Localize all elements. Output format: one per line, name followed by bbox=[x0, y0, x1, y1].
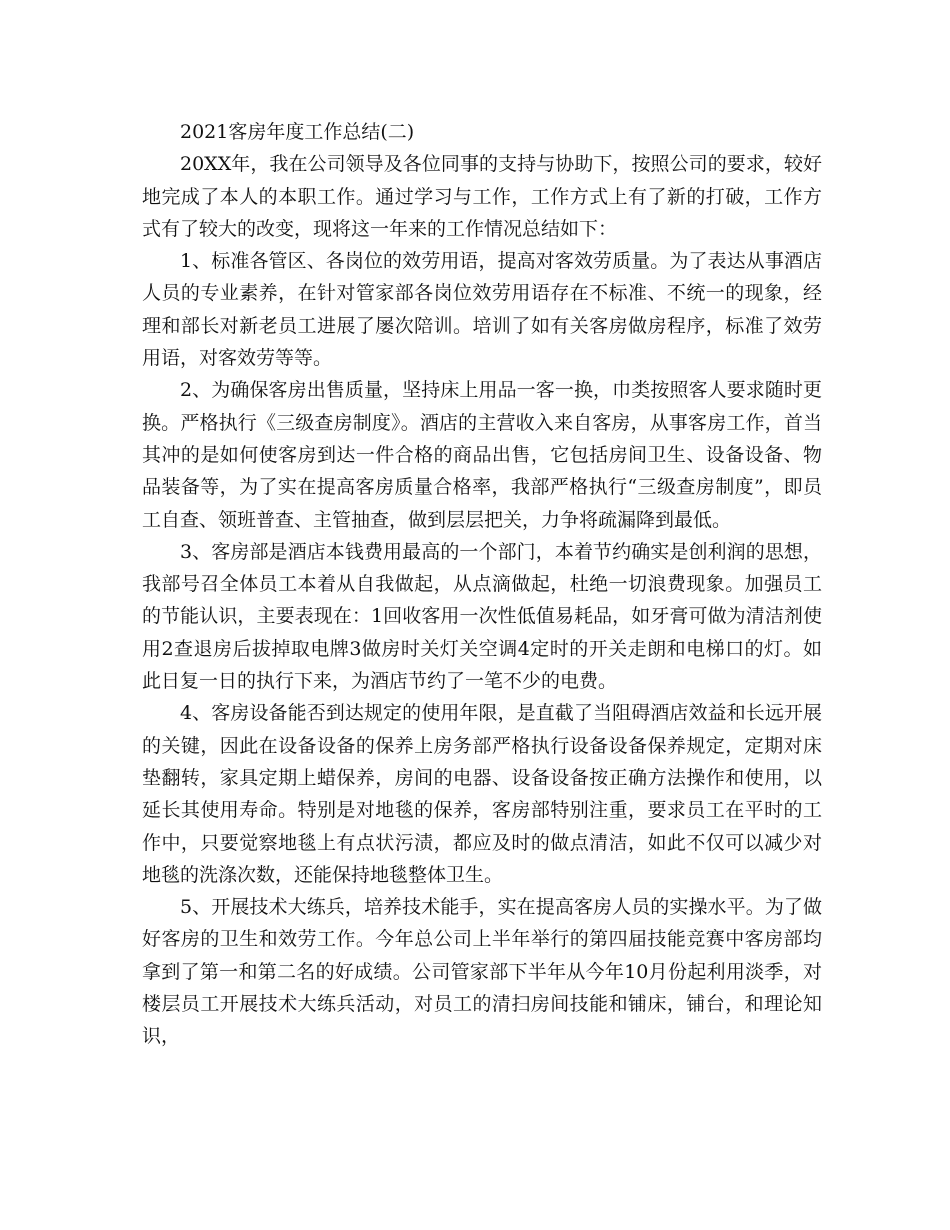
paragraph-4: 4、客房设备能否到达规定的使用年限，是直截了当阻碍酒店效益和长远开展的关键，因此在设备设备的保养上房务部严格执行设备设备保养规定，定期对床垫翻转，家具定期上蜡保养，房间的电器、设备设备按正确方法操作和使用，以延长其使用寿命。特别是对地毯的保养，客房部特别注重，要求员工在平时的工作中，只要觉察地毯上有点状污渍，都应及时的做点清洁，如此不仅可以减少对地毯的洗涤次数，还能保持地毯整体卫生。 bbox=[142, 702, 822, 886]
paragraph-2: 2、为确保客房出售质量，坚持床上用品一客一换，巾类按照客人要求随时更换。严格执行《三级查房制度》。酒店的主营收入来自客房，从事客房工作，首当其冲的是如何使客房到达一件合格的商品出售，它包括房间卫生、设备设备、物品装备等，为了实在提高客房质量合格率，我部严格执行“三级查房制度”，即员工自查、领班普查、主管抽查，做到层层把关，力争将疏漏降到最低。 bbox=[142, 379, 822, 531]
paragraph-intro: 20XX年，我在公司领导及各位同事的支持与协助下，按照公司的要求，较好地完成了本人的本职工作。通过学习与工作，工作方式上有了新的打破，工作方式有了较大的改变，现将这一年来的工作情况总结如下： bbox=[142, 153, 822, 240]
document-title: 2021客房年度工作总结(二) bbox=[180, 121, 415, 143]
document-body bbox=[142, 116, 822, 1053]
paragraph-5: 5、开展技术大练兵，培养技术能手，实在提高客房人员的实操水平。为了做好客房的卫生和效劳工作。今年总公司上半年举行的第四届技能竞赛中客房部均拿到了第一和第二名的好成绩。公司管家部下半年从今年10月份起利用淡季，对楼层员工开展技术大练兵活动，对员工的清扫房间技能和铺床，铺台，和理论知识， bbox=[142, 896, 822, 1048]
paragraph-3: 3、客房部是酒店本钱费用最高的一个部门，本着节约确实是创利润的思想，我部号召全体员工本着从自我做起，从点滴做起，杜绝一切浪费现象。加强员工的节能认识，主要表现在：1回收客用一次性低值易耗品，如牙膏可做为清洁剂使用2查退房后拔掉取电牌3做房时关灯关空调4定时的开关走朗和电梯口的灯。如此日复一日的执行下来，为酒店节约了一笔不少的电费。 bbox=[142, 540, 822, 693]
paragraph-1: 1、标准各管区、各岗位的效劳用语，提高对客效劳质量。为了表达从事酒店人员的专业素养，在针对管家部各岗位效劳用语存在不标准、不统一的现象，经理和部长对新老员工进展了屡次陪训。培训了如有关客房做房程序，标准了效劳用语，对客效劳等等。 bbox=[142, 250, 822, 370]
